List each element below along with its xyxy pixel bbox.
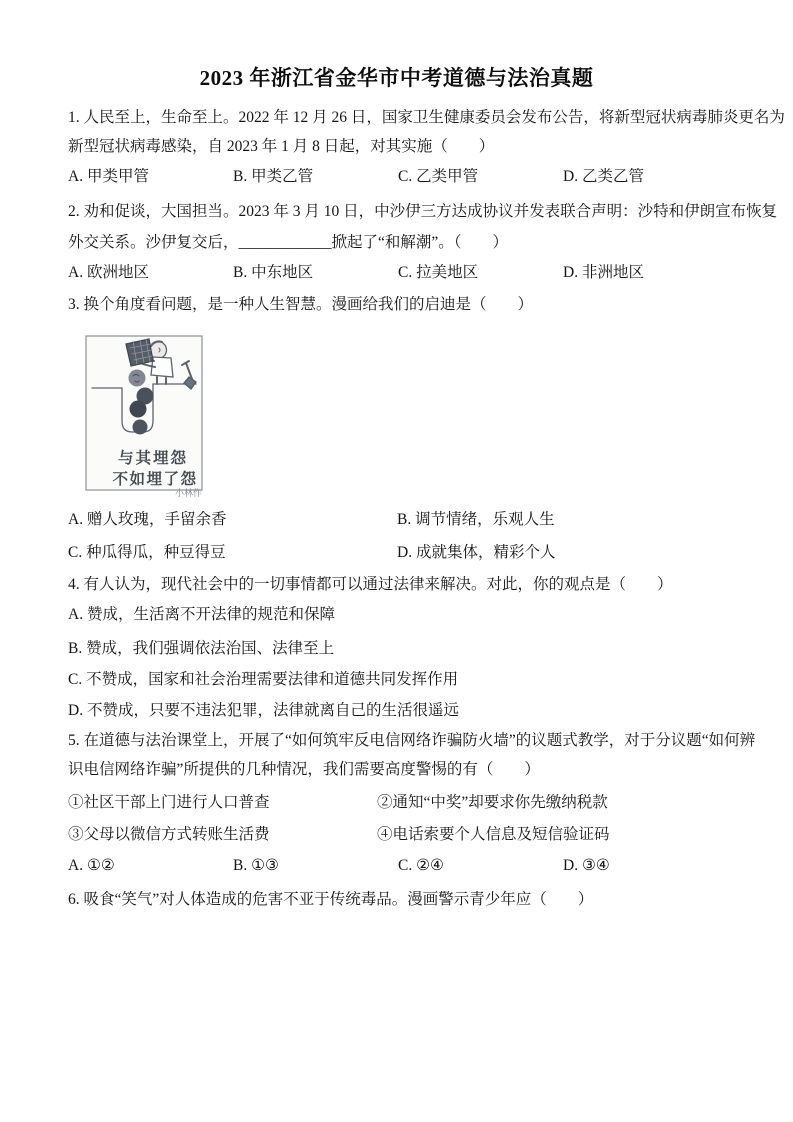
comic-bag: [126, 339, 153, 366]
comic-caption-line1: 与其埋怨: [117, 450, 189, 467]
q3-option-c: C. 种瓜得瓜，种豆得豆: [68, 544, 226, 561]
q5-item-2: ②通知“中奖”却要求你先缴纳税款: [377, 794, 608, 811]
q1-option-d: D. 乙类乙管: [563, 168, 644, 185]
q5-option-a: A. ①②: [68, 857, 115, 874]
q3-option-d: D. 成就集体，精彩个人: [397, 544, 556, 561]
q5-option-d: D. ③④: [563, 857, 610, 874]
q3-option-b: B. 调节情绪，乐观人生: [397, 511, 555, 528]
q4-stem: 4. 有人认为，现代社会中的一切事情都可以通过法律来解决。对此，你的观点是（ ）: [68, 576, 673, 593]
q2-option-c: C. 拉美地区: [398, 264, 479, 281]
q5-option-b: B. ①③: [233, 857, 279, 874]
q5-stem-line1: 5. 在道德与法治课堂上，开展了“如何筑牢反电信网络诈骗防火墙”的议题式教学，对于分议题“如何辨: [68, 732, 756, 749]
q5-item-3: ③父母以微信方式转账生活费: [68, 826, 270, 843]
q4-option-c: C. 不赞成，国家和社会治理需要法律和道德共同发挥作用: [68, 671, 459, 688]
q5-item-4: ④电话索要个人信息及短信验证码: [377, 826, 610, 843]
comic-illustration: [85, 335, 203, 491]
q2-stem-line1: 2. 劝和促谈，大国担当。2023 年 3 月 10 日，中沙伊三方达成协议并发表联合声明：沙特和伊朗宣布恢复: [68, 203, 778, 220]
q3-option-a: A. 赠人玫瑰，手留余香: [68, 511, 227, 528]
q1-option-b: B. 甲类乙管: [233, 168, 314, 185]
q4-option-d: D. 不赞成，只要不违法犯罪，法律就离自己的生活很遥远: [68, 702, 459, 719]
q2-option-b: B. 中东地区: [233, 264, 314, 281]
q5-stem-line2: 识电信网络诈骗”所提供的几种情况，我们需要高度警惕的有（ ）: [68, 761, 540, 778]
page-title: 2023 年浙江省金华市中考道德与法治真题: [199, 66, 594, 90]
q1-stem-line1: 1. 人民至上，生命至上。2022 年 12 月 26 日，国家卫生健康委员会发布公告，将新型冠状病毒肺炎更名为: [68, 109, 785, 126]
comic-artist-signature: 小林作: [174, 488, 202, 498]
q4-option-b: B. 赞成，我们强调依法治国、法律至上: [68, 640, 335, 657]
comic-caption-line2: 不如埋了怨: [112, 471, 198, 488]
q2-option-a: A. 欧洲地区: [68, 264, 149, 281]
q3-stem: 3. 换个角度看问题，是一种人生智慧。漫画给我们的启迪是（ ）: [68, 296, 534, 313]
q6-stem: 6. 吸食“笑气”对人体造成的危害不亚于传统毒品。漫画警示青少年应（ ）: [68, 891, 594, 908]
q1-stem-line2: 新型冠状病毒感染，自 2023 年 1 月 8 日起，对其实施（ ）: [68, 138, 495, 155]
q2-stem-line2: 外交关系。沙伊复交后，____________掀起了“和解潮”。（ ）: [68, 234, 509, 251]
q1-option-a: A. 甲类甲管: [68, 168, 149, 185]
q1-option-c: C. 乙类甲管: [398, 168, 479, 185]
q5-option-c: C. ②④: [398, 857, 444, 874]
q2-option-d: D. 非洲地区: [563, 264, 644, 281]
q4-option-a: A. 赞成，生活离不开法律的规范和保障: [68, 606, 335, 623]
q5-item-1: ①社区干部上门进行人口普查: [68, 794, 270, 811]
